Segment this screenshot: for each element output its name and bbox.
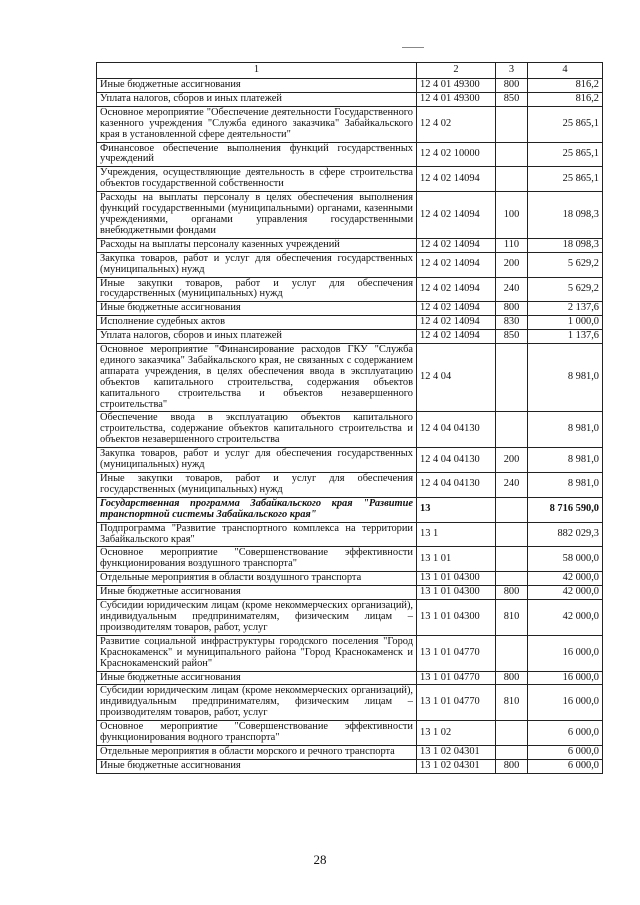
table-row	[97, 473, 603, 498]
row-code: 12 4 02	[417, 106, 496, 142]
row-type: 800	[496, 671, 528, 685]
row-name: Закупка товаров, работ и услуг для обеспечения государственных (муниципальных) нужд	[97, 252, 417, 277]
table-row	[97, 252, 603, 277]
row-code: 13 1 01 04770	[417, 635, 496, 671]
row-code: 12 4 02 14094	[417, 167, 496, 192]
row-type: 830	[496, 316, 528, 330]
row-name: Развитие социальной инфраструктуры городского поселения "Город Краснокаменск" и муниципального района "Город Краснокаменск и Краснокаменский район"	[97, 635, 417, 671]
row-type	[496, 572, 528, 586]
table-row	[97, 412, 603, 448]
row-type: 800	[496, 302, 528, 316]
row-amount: 8 981,0	[528, 412, 603, 448]
row-code: 12 4 02 14094	[417, 316, 496, 330]
row-type: 800	[496, 79, 528, 93]
row-amount: 1 000,0	[528, 316, 603, 330]
table-row	[97, 192, 603, 239]
row-code: 13 1 01 04300	[417, 586, 496, 600]
header-row	[97, 63, 603, 79]
table-row	[97, 302, 603, 316]
row-amount: 816,2	[528, 92, 603, 106]
row-type: 240	[496, 277, 528, 302]
row-code: 12 4 04 04130	[417, 412, 496, 448]
row-type: 100	[496, 192, 528, 239]
row-type	[496, 547, 528, 572]
table-row	[97, 142, 603, 167]
header-col-4: 4	[528, 63, 603, 79]
row-name: Отдельные мероприятия в области воздушного транспорта	[97, 572, 417, 586]
row-name: Иные закупки товаров, работ и услуг для обеспечения государственных (муниципальных) нужд	[97, 277, 417, 302]
row-code: 13 1 01 04300	[417, 572, 496, 586]
row-amount: 5 629,2	[528, 277, 603, 302]
row-amount: 8 981,0	[528, 473, 603, 498]
row-amount: 6 000,0	[528, 745, 603, 759]
row-type: 200	[496, 252, 528, 277]
row-amount: 25 865,1	[528, 142, 603, 167]
table-row	[97, 277, 603, 302]
row-name: Иные закупки товаров, работ и услуг для обеспечения государственных (муниципальных) нужд	[97, 473, 417, 498]
table-row	[97, 79, 603, 93]
row-code: 12 4 02 14094	[417, 277, 496, 302]
row-amount: 816,2	[528, 79, 603, 93]
table-row	[97, 671, 603, 685]
row-name: Расходы на выплаты персоналу в целях обеспечения выполнения функций государственными (муниципальными) органами, казенными учреждениями, органами управления государственными внебюджетными фондами	[97, 192, 417, 239]
row-amount: 16 000,0	[528, 685, 603, 721]
row-amount: 6 000,0	[528, 721, 603, 746]
table-row	[97, 759, 603, 773]
row-type	[496, 142, 528, 167]
row-name: Иные бюджетные ассигнования	[97, 759, 417, 773]
row-code: 12 4 01 49300	[417, 92, 496, 106]
row-name: Основное мероприятие "Финансирование расходов ГКУ "Служба единого заказчика" Забайкальского края, не связанных с содержанием аппарата учреждения, в целях обеспечения ввода в эксплуатацию объектов капитального строительства, содержания объектов капитального строительства и объектов незавершенного строительства"	[97, 344, 417, 412]
row-code: 13 1	[417, 522, 496, 547]
row-type: 810	[496, 600, 528, 636]
row-code: 12 4 02 14094	[417, 252, 496, 277]
table-row	[97, 330, 603, 344]
row-code: 13 1 02 04301	[417, 759, 496, 773]
row-name: Закупка товаров, работ и услуг для обеспечения государственных (муниципальных) нужд	[97, 448, 417, 473]
row-code: 12 4 01 49300	[417, 79, 496, 93]
table-row	[97, 106, 603, 142]
row-code: 13 1 01	[417, 547, 496, 572]
row-code: 12 4 02 14094	[417, 192, 496, 239]
row-type	[496, 412, 528, 448]
row-amount: 16 000,0	[528, 671, 603, 685]
row-name: Субсидии юридическим лицам (кроме некоммерческих организаций), индивидуальным предпринимателям, физическим лицам – производителям товаров, работ, услуг	[97, 685, 417, 721]
table-row	[97, 572, 603, 586]
row-type	[496, 167, 528, 192]
row-code: 12 4 02 14094	[417, 330, 496, 344]
row-amount: 8 716 590,0	[528, 497, 603, 522]
row-type: 800	[496, 759, 528, 773]
row-name: Основное мероприятие "Совершенствование эффективности функционирования водного транспорта"	[97, 721, 417, 746]
header-col-2: 2	[417, 63, 496, 79]
table-row	[97, 316, 603, 330]
row-amount: 8 981,0	[528, 344, 603, 412]
row-name: Субсидии юридическим лицам (кроме некоммерческих организаций), индивидуальным предпринимателям, физическим лицам – производителям товаров, работ, услуг	[97, 600, 417, 636]
row-type	[496, 721, 528, 746]
row-code: 12 4 02 10000	[417, 142, 496, 167]
row-name: Расходы на выплаты персоналу казенных учреждений	[97, 238, 417, 252]
table-row	[97, 92, 603, 106]
table-row	[97, 685, 603, 721]
table-row	[97, 167, 603, 192]
row-name: Государственная программа Забайкальского края "Развитие транспортной системы Забайкальского края"	[97, 497, 417, 522]
row-code: 13 1 01 04770	[417, 671, 496, 685]
row-name: Обеспечение ввода в эксплуатацию объектов капитального строительства, содержание объектов капитального строительства и объектов незавершенного строительства	[97, 412, 417, 448]
row-name: Основное мероприятие "Совершенствование эффективности функционирования воздушного транспорта"	[97, 547, 417, 572]
row-amount: 42 000,0	[528, 586, 603, 600]
row-amount: 5 629,2	[528, 252, 603, 277]
table-row	[97, 497, 603, 522]
row-type: 200	[496, 448, 528, 473]
table-row	[97, 721, 603, 746]
table-row	[97, 600, 603, 636]
row-type: 800	[496, 586, 528, 600]
row-name: Финансовое обеспечение выполнения функций государственных учреждений	[97, 142, 417, 167]
row-name: Основное мероприятие "Обеспечение деятельности Государственного казенного учреждения "Служба единого заказчика" Забайкальского края в установленной сфере деятельности"	[97, 106, 417, 142]
row-amount: 42 000,0	[528, 600, 603, 636]
row-type: 850	[496, 92, 528, 106]
row-code: 12 4 02 14094	[417, 238, 496, 252]
row-amount: 6 000,0	[528, 759, 603, 773]
row-amount: 882 029,3	[528, 522, 603, 547]
table-row	[97, 547, 603, 572]
row-code: 13 1 01 04770	[417, 685, 496, 721]
table-row	[97, 745, 603, 759]
table-row	[97, 635, 603, 671]
row-code: 13	[417, 497, 496, 522]
row-amount: 8 981,0	[528, 448, 603, 473]
row-type	[496, 344, 528, 412]
row-name: Иные бюджетные ассигнования	[97, 79, 417, 93]
row-name: Уплата налогов, сборов и иных платежей	[97, 92, 417, 106]
table-row	[97, 586, 603, 600]
row-type: 240	[496, 473, 528, 498]
row-type	[496, 745, 528, 759]
row-name: Иные бюджетные ассигнования	[97, 302, 417, 316]
row-type: 110	[496, 238, 528, 252]
row-code: 12 4 04	[417, 344, 496, 412]
row-amount: 42 000,0	[528, 572, 603, 586]
budget-table	[96, 62, 603, 774]
row-code: 12 4 04 04130	[417, 448, 496, 473]
row-amount: 58 000,0	[528, 547, 603, 572]
row-name: Отдельные мероприятия в области морского и речного транспорта	[97, 745, 417, 759]
row-name: Уплата налогов, сборов и иных платежей	[97, 330, 417, 344]
row-amount: 18 098,3	[528, 238, 603, 252]
row-type: 810	[496, 685, 528, 721]
row-code: 12 4 02 14094	[417, 302, 496, 316]
header-col-1: 1	[97, 63, 417, 79]
row-type: 850	[496, 330, 528, 344]
row-code: 13 1 01 04300	[417, 600, 496, 636]
table-row	[97, 522, 603, 547]
row-name: Исполнение судебных актов	[97, 316, 417, 330]
row-amount: 25 865,1	[528, 106, 603, 142]
budget-table-body	[97, 63, 603, 774]
row-amount: 2 137,6	[528, 302, 603, 316]
table-row	[97, 448, 603, 473]
table-row	[97, 238, 603, 252]
row-code: 12 4 04 04130	[417, 473, 496, 498]
row-name: Иные бюджетные ассигнования	[97, 671, 417, 685]
row-name: Подпрограмма "Развитие транспортного комплекса на территории Забайкальского края"	[97, 522, 417, 547]
row-amount: 18 098,3	[528, 192, 603, 239]
header-col-3: 3	[496, 63, 528, 79]
scan-mark	[402, 47, 424, 48]
row-type	[496, 522, 528, 547]
page-number: 28	[313, 852, 327, 867]
row-type	[496, 635, 528, 671]
row-type	[496, 497, 528, 522]
row-code: 13 1 02 04301	[417, 745, 496, 759]
row-name: Учреждения, осуществляющие деятельность в сфере строительства объектов государственной собственности	[97, 167, 417, 192]
table-row	[97, 344, 603, 412]
row-amount: 25 865,1	[528, 167, 603, 192]
row-name: Иные бюджетные ассигнования	[97, 586, 417, 600]
row-amount: 16 000,0	[528, 635, 603, 671]
row-type	[496, 106, 528, 142]
row-code: 13 1 02	[417, 721, 496, 746]
row-amount: 1 137,6	[528, 330, 603, 344]
